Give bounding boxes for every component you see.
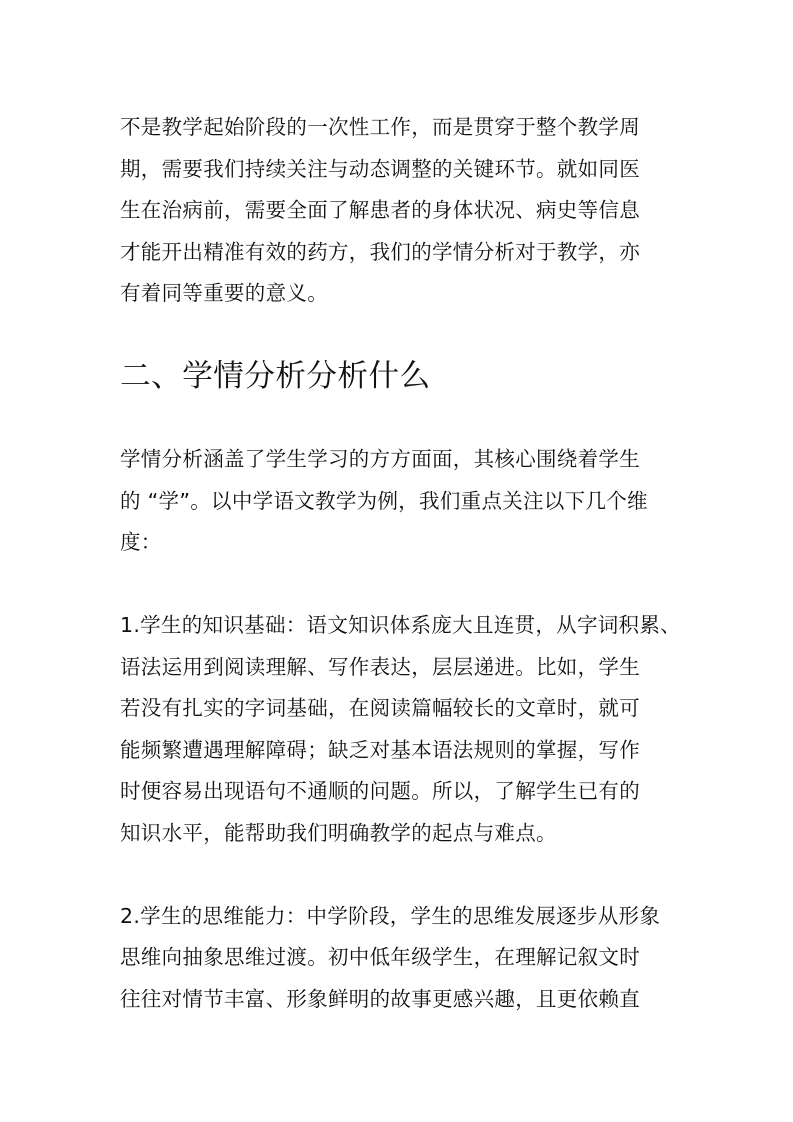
text-line: 时便容易出现语句不通顺的问题。所以，了解学生已有的 <box>120 779 640 803</box>
text-line: 1.学生的知识基础：语文知识体系庞大且连贯，从字词积累、 <box>120 613 681 637</box>
section-heading <box>120 356 680 398</box>
text-line: 度： <box>120 530 162 554</box>
text-line: 思维向抽象思维过渡。初中低年级学生，在理解记叙文时 <box>120 945 640 969</box>
text-line: 学情分析涵盖了学生学习的方方面面，其核心围绕着学生 <box>120 447 640 471</box>
text-line: 知识水平，能帮助我们明确教学的起点与难点。 <box>120 820 557 845</box>
paragraph-thinking-ability <box>120 896 680 1021</box>
text-line: 若没有扎实的字词基础，在阅读篇幅较长的文章时，就可 <box>120 696 640 720</box>
text-line: 才能开出精准有效的药方，我们的学情分析对于教学，亦 <box>120 239 640 264</box>
text-line: 的 “学”。以中学语文教学为例，我们重点关注以下几个维 <box>120 488 648 513</box>
paragraph-intro-continuation <box>120 107 680 315</box>
text-line: 生在治病前，需要全面了解患者的身体状况、病史等信息 <box>120 198 640 222</box>
paragraph-spacer <box>120 398 680 440</box>
heading-line: 二、学情分析分析什么 <box>120 358 431 394</box>
paragraph-scope <box>120 439 680 564</box>
text-line: 2.学生的思维能力：中学阶段，学生的思维发展逐步从形象 <box>120 903 661 928</box>
paragraph-spacer <box>120 564 680 606</box>
paragraph-spacer <box>120 854 680 896</box>
paragraph-spacer <box>120 315 680 357</box>
text-line: 有着同等重要的意义。 <box>120 281 328 305</box>
text-line: 能频繁遭遇理解障碍；缺乏对基本语法规则的掌握，写作 <box>120 737 640 762</box>
text-line: 不是教学起始阶段的一次性工作，而是贯穿于整个教学周 <box>120 115 640 139</box>
document-body <box>120 107 680 1020</box>
paragraph-knowledge-base <box>120 605 680 854</box>
text-line: 往往对情节丰富、形象鲜明的故事更感兴趣，且更依赖直 <box>120 986 640 1011</box>
text-line: 语法运用到阅读理解、写作表达，层层递进。比如，学生 <box>120 654 640 679</box>
text-line: 期，需要我们持续关注与动态调整的关键环节。就如同医 <box>120 156 640 181</box>
